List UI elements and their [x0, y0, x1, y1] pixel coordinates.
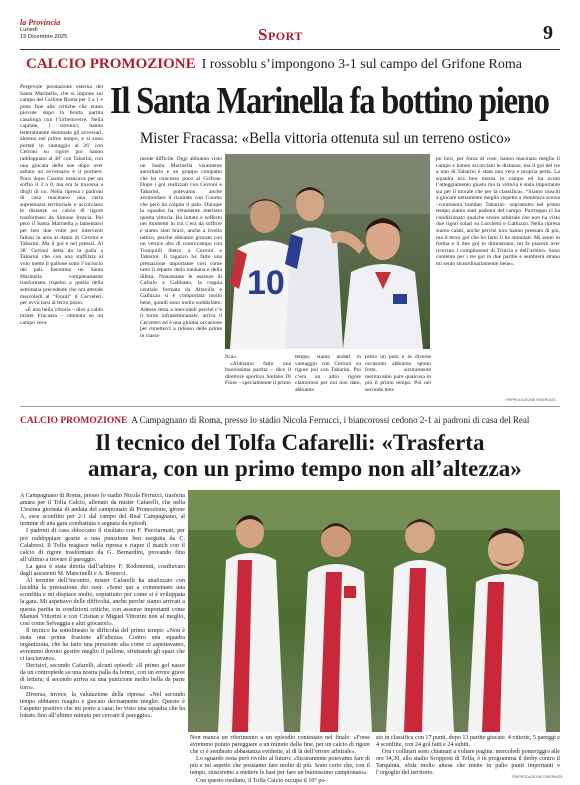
- article2-col2: Non manca un riferimento a un episodio contestato nel finale: «Forse avremmo potuto pareggiare a un minuto dalla fine, per un calcio di rigore che ci è sembrato abbastanza evidente, al di là dell’errore arbitrale». Lo sguardo resta però rivolto al futuro: «Sicuramente potevamo fare di più e mi aspetto che possiamo fare molto di più. Sono certo che, con il tempo, riusciremo a mettere le basi per fare un buonissimo campionato». Con questo risultato, il Tolfa Calcio occupa il 10° po-: [190, 735, 370, 784]
- article1-col1: Pergevole prestazione esterna del Santa Marinella, che si impone sul campo del Grifone Roma per 3 a 1 e pone fine alle critiche che erano piovute dopo la brutta partita casalinga con l’Urbeinverre. Nella capitale, i tirrenici, hanno letteralmente dominato gli avversari, almeno nel primo tempo, e si sono portati in vantaggio al 26’ con Cerroni su rigore poi hanno raddoppiato al 48’ con Tabarini, con una giocata delle sue dopo aver saltato un avversario e il portiere. Poco dopo Cuomo mancava per un soffio il 3 a 0, ma era la traversa a dirgli di no. Nella ripresa i padroni di casa macinano una certa supremazia territoriale e accorciano le distanze su calcio di rigore trasformato da Simone Irnscia. Poi però il Santa Marinella a lamentarsi per ben due volte per interventi fallosi in area ai danni di Cerroni e Tabarini. Ma il gol è nel presssi. Al 38’ Cerroni detta da la palla a Tabarini che con una staffilata al volo mette il pallone sotto l’incrocio dei pali. Insomma un Santa Marinella completamente trasformata rispetto a quella della settimana precedente che ora attende mercoledì al “Fronti” il Cerveteri, per avviciarsi al terzo posto. «È una bella vittoria – dice a caldo mister Fracassa – ottenuta su un campo vera-: [20, 84, 103, 326]
- article2-col3: sto in classifica con 17 punti, dopo 13 partite giocate. 4 vittorie, 5 pareggi e 4 sconfitte, con 24 gol fatti e 24 subiti. Ora i collinari sono chiamati a voltare pagina: mercoledì pomeriggio alle ore 14,30, allo stadio Scopponi di Tolfa, è in programma il derby contro il Tarquinia, sfida molto attesa che mette in palio punti importanti e l’orgoglio del territorio.: [376, 735, 560, 777]
- article1-kicker-line: I rossoblu s’impongono 3-1 sul campo del Grifone Roma: [201, 57, 522, 72]
- article1-kicker-row: [26, 55, 522, 73]
- article2-kicker-line: A Campagnano di Roma, presso lo stadio Nicola Ferrucci, i biancorossi cedono 2-1 ai padroni di casa del Real: [131, 415, 530, 425]
- article2-col1: A Campagnano di Roma, presso lo stadio Nicola Ferrucci, trasferta amara per il Tolfa Calcio, allenato da mister Cafarelli, che nella 13esima giornata di andata del campionato di Promozione, girone A, esce sconfitto per 2-1 dal campo del Real Campagnano, al termine di una gara combattuta e segnata da episodi. I padroni di casa sbloccano il risultato con F. Pucciarmati, per poi raddoppiare grazie a una punizione ben eseguita da C. Calabresi. Il Tolfa reagisce nella ripresa e riapre il match con il calcio di rigore trasformato da G. Bernardini, provando fino all’ultimo a trovare il pareggio. La gara è stata diretta dall’arbitro F. Rodomonti, coadiuvato dagli assistenti M. Mancinelli e A. Bonucci. Al termine dell’incontro, mister Cafarelli ha analizzato con lucidità la prestazione dei suoi: «Sono qui a commentare una sconfitta e mi dispiace molto, soprattutto per come si è sviluppata la gara. Mi aspettavo delle difficoltà, anche perché siamo arrivati a questa partita in condizioni critiche, con assenze importanti come Manuel Vittorini e con Cristian e Miguel Vittorini non al meglio, così come Selvaggia e altri giocatori». Il tecnico ha sottolineato le difficoltà del primo tempo: «Non è stata una prima frazione all’altezza. Contro una squadra organizzata, che ha fatto una pressione alta come ci aspettavamo, avremmo dovuto gestire meglio il pallone, sfruttando gli spazi che ci lasciavano». Decisivi, secondo Cafarelli, alcuni episodi: «Il primo gol nasce da un contropiede su una nostra palla da fermo, con un errore grave di lettura; il secondo arriva su una punizione molto bella da parte loro». Diversa, invece, la valutazione della ripresa: «Nel secondo tempo abbiamo reagito e giocato decisamente meglio. Questo è l’aspetto positivo che mi porto a casa; ho visto una squadra che ha lottato fino all’ultimo minuto per cercare il pareggio».: [20, 493, 185, 719]
- svg-text:10: 10: [247, 264, 285, 302]
- article1-col4: tempo, siamo andati in vantaggio con Cerroni su rigore poi con Tabarini. Poi c’era un altro rigore clamoroso per noi non dato, abbiamo: [295, 354, 361, 393]
- article2-headline-line1: Il tecnico del Tolfa Cafarelli: «Trasferta: [95, 430, 485, 455]
- page-number: 9: [543, 22, 553, 44]
- article1-kicker: CALCIO PROMOZIONE: [26, 56, 196, 72]
- header-day: Lunedì: [20, 27, 38, 33]
- article1-col3: fica». «Abbiamo fatto una buonissima partita – dice il direttore sportivo Stefano Di Fiore – specialmente il primo: [225, 354, 291, 387]
- article2-photo: [188, 490, 560, 732]
- article1-photo-credit: ©RIPRODUZIONE RISERVATA: [505, 398, 556, 402]
- article2-photo-credit: ©RIPRODUZIONE RISERVATA: [512, 775, 563, 779]
- article1-col2: mente difficile. Oggi abbiamo visto un Santa Marinella veramente autoritario e un gruppo compatto che ha concesso poco al Grifone. Dopo i gol realizzati con Cerroni e Tabarini, potevamo anche arrotondare il risultato con Cuomo che però ha colpito il palo. Dunque la squadra ha veramente meritato questa vittoria. Ha lottato e sofferto nei momenti in cui c’era da soffrire e siamo stati bravi, anche a livello tattico, perché abbiamo giocato con un vertice alto di centrocampo con Tranquilli dietro a Cerroni e Tabarini. Il ragazzo ha fatto una prestazione importante così come tutto il reparto della mediana e della difesa. Nonostante le assenze di Caforio e Gallitano, la coppia centrale formata da Altavilla e Galluzzo si è comportata molto bene, quindi sono molto soddisfatto. Adesso testa a mercoledì perché c’è il turno infrasettimanale, arriva il Cerveteri ed è una ghiotta occasione per rimetterci a ridosso delle prime in classi-: [140, 156, 222, 339]
- article2-headline-line2: amara, con un primo tempo non all’altezza»: [88, 456, 522, 481]
- article2-kicker-row: [20, 410, 529, 428]
- article1-col5: preso un palo e in diverse occasioni abbiamo spinto forte, sicuramente meritavamo pure qualcosa in più il primo tempo. Poi nel secondo tem-: [365, 354, 431, 393]
- article1-subheadline: Mister Fracassa: «Bella vittoria ottenuta sul un terreno ostico»: [140, 130, 512, 147]
- article2-kicker: CALCIO PROMOZIONE: [20, 416, 128, 426]
- article-divider: [20, 406, 560, 407]
- article1-photo: [225, 154, 430, 349]
- header-rule: [20, 49, 560, 50]
- team-players-image: [188, 490, 560, 732]
- players-celebrating-image: [225, 154, 430, 349]
- masthead: [20, 18, 67, 41]
- paper-name: la Provincia: [20, 18, 61, 27]
- section-title: Sport: [258, 25, 303, 44]
- article1-headline: Il Santa Marinella fa bottino pieno: [110, 80, 549, 122]
- article1-col6: po loro, per forza di cose, hanno macinato meglio il campo e hanno accorciato le distanze, ma il gol del tre a uno di Tabarini è stata una vera e propria perla. La squadra era ben messa in campo ed ha avuto l’atteggiamento giusto ma la vittoria è stata importante sia per il morale che per la classifica». “Siamo riusciti a giocare nettamente meglio rispetto a domenica scorsa –commenta bomber Tabarini– soprattutto nel primo tempo siamo stati padroni del campo. Purtroppo ci ha condizionato qualche errore arbitrale che non ha visto due rigori solari su Lorchetti e Galluzzo. Nella ripresa siamo calati, anche perché loro hanno pressato di più, ma il terzo gol che ho fatto li ha smontati. Mi sento in forma e il due gol lo dimostrano, mi fa piacere aver ricevuto i complimenti di Trincia e dell’arbitro. Sono contento per i tre gol in due partite e sembrerà strano mi sento straordinariamente bene».: [436, 156, 560, 267]
- header-date: 15 Dicembre 2025: [20, 34, 68, 40]
